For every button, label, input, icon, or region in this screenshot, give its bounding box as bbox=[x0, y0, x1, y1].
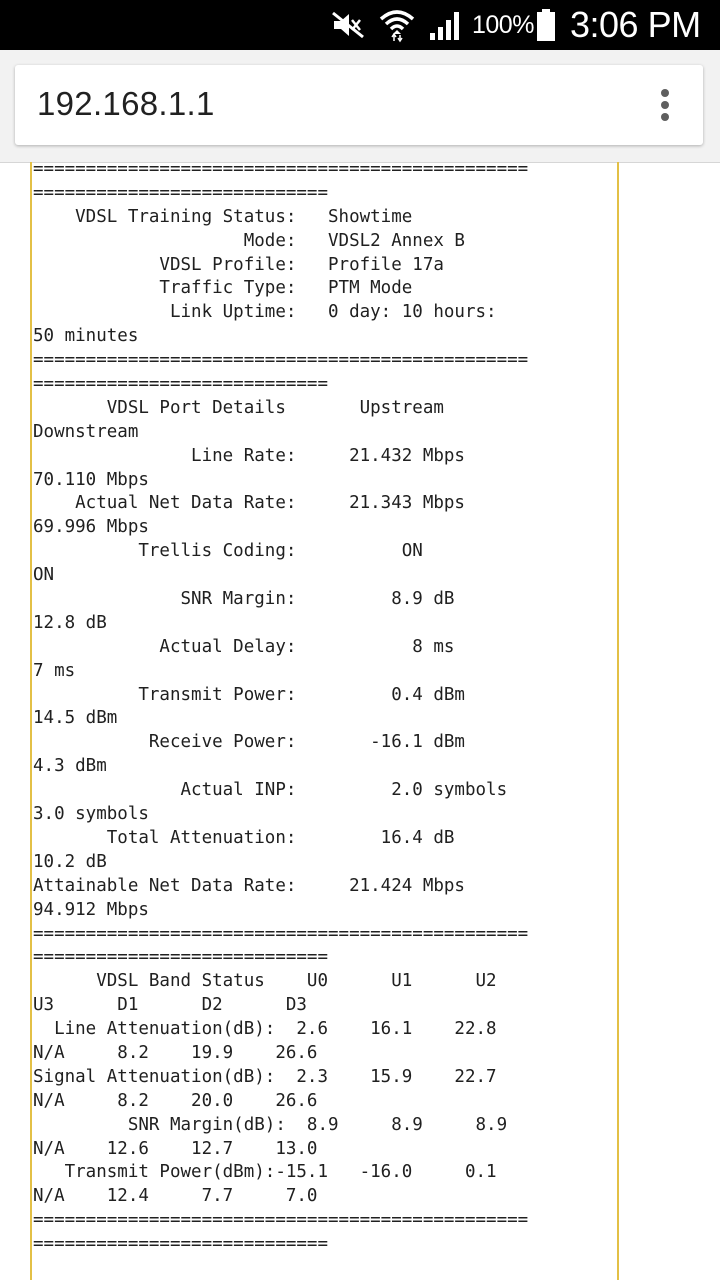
report-line: ============================ bbox=[33, 374, 329, 395]
page-content bbox=[0, 162, 720, 1280]
battery-icon bbox=[536, 0, 560, 50]
report-line: Transmit Power: 0.4 dBm bbox=[33, 684, 465, 705]
report-line: VDSL Training Status: Showtime bbox=[33, 206, 413, 227]
more-vert-icon[interactable] bbox=[645, 85, 685, 125]
report-line: Line Attenuation(dB): 2.6 16.1 22.8 bbox=[33, 1019, 497, 1040]
report-line: Traffic Type: PTM Mode bbox=[33, 278, 413, 299]
battery-percentage: 100% bbox=[472, 10, 534, 39]
report-line: 94.912 Mbps bbox=[33, 899, 149, 920]
report-line: 14.5 dBm bbox=[33, 708, 118, 729]
report-line: Line Rate: 21.432 Mbps bbox=[33, 445, 465, 466]
report-line: 3.0 symbols bbox=[33, 804, 149, 825]
report-line: ON bbox=[33, 565, 55, 586]
report-line: Signal Attenuation(dB): 2.3 15.9 22.7 bbox=[33, 1066, 497, 1087]
url-text[interactable]: 192.168.1.1 bbox=[37, 85, 215, 122]
report-line: 10.2 dB bbox=[33, 851, 107, 872]
report-line: N/A 12.6 12.7 13.0 bbox=[33, 1138, 318, 1159]
report-line: 70.110 Mbps bbox=[33, 469, 149, 490]
report-line: VDSL Profile: Profile 17a bbox=[33, 254, 444, 275]
report-line: Attainable Net Data Rate: 21.424 Mbps bbox=[33, 875, 465, 896]
report-line: VDSL Band Status U0 U1 U2 bbox=[33, 971, 497, 992]
report-line: ============================ bbox=[33, 947, 329, 968]
browser-toolbar bbox=[0, 50, 720, 163]
vdsl-status-report bbox=[32, 162, 617, 1257]
report-line: 4.3 dBm bbox=[33, 756, 107, 777]
signal-icon bbox=[428, 0, 466, 50]
report-line: =============================================== bbox=[33, 1210, 529, 1231]
report-line: Mode: VDSL2 Annex B bbox=[33, 230, 465, 251]
report-line: N/A 8.2 19.9 26.6 bbox=[33, 1042, 318, 1063]
report-line: Actual Delay: 8 ms bbox=[33, 636, 455, 657]
address-bar[interactable] bbox=[15, 65, 703, 145]
report-line: ============================ bbox=[33, 182, 329, 203]
report-line: 7 ms bbox=[33, 660, 76, 681]
report-line: Actual INP: 2.0 symbols bbox=[33, 780, 508, 801]
report-line: =============================================== bbox=[33, 162, 529, 179]
report-line: 12.8 dB bbox=[33, 612, 107, 633]
report-line: Trellis Coding: ON bbox=[33, 541, 423, 562]
report-line: =============================================== bbox=[33, 350, 529, 371]
report-line: 69.996 Mbps bbox=[33, 517, 149, 538]
report-line: Actual Net Data Rate: 21.343 Mbps bbox=[33, 493, 465, 514]
wifi-icon bbox=[378, 0, 420, 50]
report-line: U3 D1 D2 D3 bbox=[33, 995, 307, 1016]
report-line: N/A 8.2 20.0 26.6 bbox=[33, 1090, 318, 1111]
report-line: SNR Margin: 8.9 dB bbox=[33, 589, 455, 610]
report-frame bbox=[30, 162, 619, 1280]
clock: 3:06 PM bbox=[570, 4, 701, 45]
report-line: N/A 12.4 7.7 7.0 bbox=[33, 1186, 318, 1207]
report-line: Transmit Power(dBm):-15.1 -16.0 0.1 bbox=[33, 1162, 497, 1183]
report-line: SNR Margin(dB): 8.9 8.9 8.9 bbox=[33, 1114, 508, 1135]
report-line: Receive Power: -16.1 dBm bbox=[33, 732, 465, 753]
report-line: 50 minutes bbox=[33, 326, 139, 347]
status-bar bbox=[0, 0, 720, 50]
report-line: Link Uptime: 0 day: 10 hours: bbox=[33, 302, 497, 323]
report-line: Downstream bbox=[33, 421, 139, 442]
report-line: VDSL Port Details Upstream bbox=[33, 397, 444, 418]
mute-icon bbox=[330, 0, 370, 50]
report-line: Total Attenuation: 16.4 dB bbox=[33, 827, 455, 848]
report-line: ============================ bbox=[33, 1234, 329, 1255]
report-line: =============================================== bbox=[33, 923, 529, 944]
